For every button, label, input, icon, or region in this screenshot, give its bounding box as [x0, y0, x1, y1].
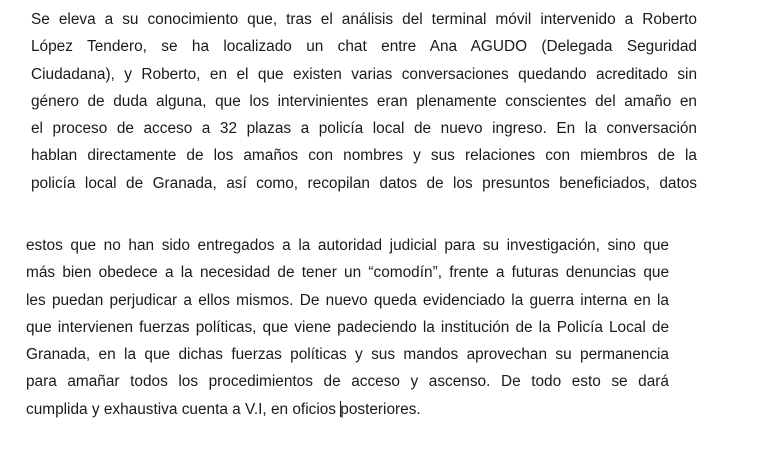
- text-line: para amañar todos los procedimientos de acceso y ascenso. De todo esto se dará: [26, 373, 669, 391]
- text-before-caret: cumplida y exhaustiva cuenta a V.I, en oficios: [26, 400, 341, 418]
- paragraph-2: [26, 232, 669, 423]
- text-line: estos que no han sido entregados a la autoridad judicial para su investigación, sino que: [26, 237, 669, 254]
- text-line: Ciudadana), y Roberto, en el que existen varias conversaciones quedando acreditado sin: [31, 65, 697, 83]
- text-line-last: [26, 396, 669, 423]
- text-line: que intervienen fuerzas políticas, que viene padeciendo la institución de la Policía Local de: [26, 318, 669, 336]
- text-line: más bien obedece a la necesidad de tener un “comodín”, frente a futuras denuncias que: [26, 264, 669, 282]
- paragraph-1: [31, 6, 697, 197]
- text-line: Granada, en la que dichas fuerzas políticas y sus mandos aprovechan su permanencia: [26, 346, 669, 364]
- text-line: hablan directamente de los amaños con nombres y sus relaciones con miembros de la: [31, 147, 697, 165]
- text-line: el proceso de acceso a 32 plazas a policía local de nuevo ingreso. En la conversación: [31, 120, 697, 138]
- text-line: López Tendero, se ha localizado un chat entre Ana AGUDO (Delegada Seguridad: [31, 38, 697, 56]
- text-after-caret: posteriores.: [340, 400, 421, 418]
- text-line: les puedan perjudicar a ellos mismos. De nuevo queda evidenciado la guerra interna en la: [26, 291, 669, 309]
- text-line: Se eleva a su conocimiento que, tras el análisis del terminal móvil intervenido a Roberto: [31, 11, 697, 28]
- text-line: género de duda alguna, que los intervinientes eran plenamente conscientes del amaño en: [31, 92, 697, 110]
- text-line: policía local de Granada, así como, recopilan datos de los presuntos beneficiados, datos: [31, 174, 697, 192]
